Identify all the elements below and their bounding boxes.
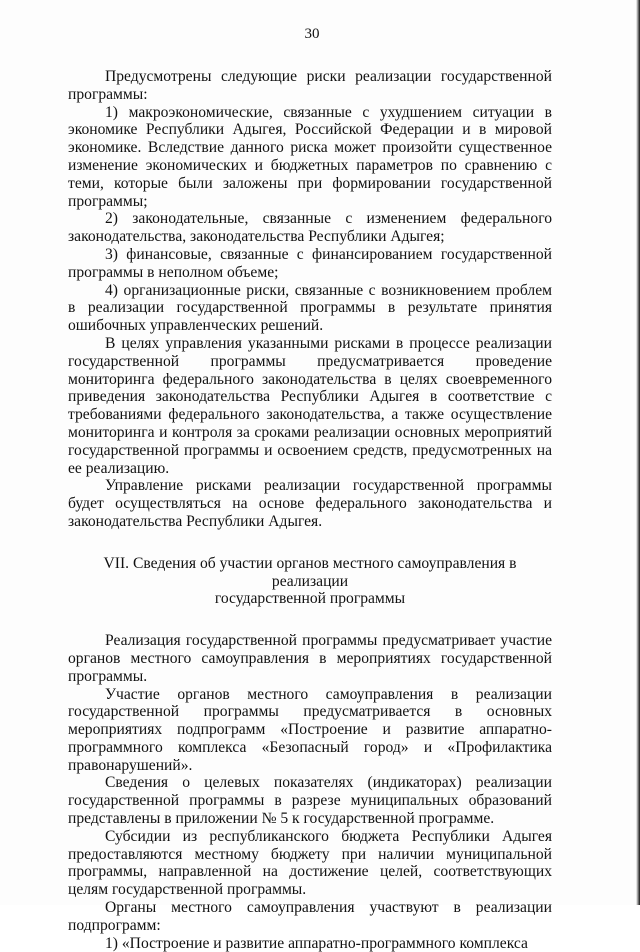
- paragraph: 2) законодательные, связанные с изменением федерального законодательства, законодательства Республики Адыгея;: [68, 210, 552, 246]
- section-heading: [68, 555, 552, 608]
- page-edge-shadow: [636, 0, 640, 905]
- paragraph: 3) финансовые, связанные с финансированием государственной программы в неполном объеме;: [68, 245, 552, 281]
- paragraph: Управление рисками реализации государственной программы будет осуществляться на основе федерального законодательства и законодательства Республики Адыгея.: [68, 477, 552, 530]
- paragraph: 4) организационные риски, связанные с возникновением проблем в реализации государственной программы в результате принятия ошибочных управленческих решений.: [68, 281, 552, 335]
- section-heading-line: государственной программы: [214, 590, 406, 608]
- paragraph: 1) «Построение и развитие аппаратно-программного комплекса: [105, 934, 528, 952]
- paragraph: Органы местного самоуправления участвуют в реализации подпрограмм:: [68, 899, 552, 934]
- paragraph: Субсидии из республиканского бюджета Республики Адыгея предоставляются местному бюджету при наличии муниципальной программы, направленной на достижение целей, соответствующих целям государственной программы.: [68, 827, 552, 899]
- paragraph: Реализация государственной программы предусматривает участие органов местного самоуправления в мероприятиях государственной программы.: [68, 632, 552, 685]
- paragraph: Сведения о целевых показателях (индикаторах) реализации государственной программы в разрезе муниципальных образований представлены в приложении № 5 к государственной программе.: [68, 774, 552, 828]
- page-number: 30: [304, 26, 320, 42]
- paragraph: Участие органов местного самоуправления в реализации государственной программы предусматривается в основных мероприятиях подпрограмм «Построение и развитие аппаратно-программного комплекса «Безопасный город» и «Профилактика правонарушений».: [68, 685, 552, 774]
- paragraph: Предусмотрены следующие риски реализации государственной программы:: [68, 68, 552, 103]
- document-body: [68, 68, 552, 952]
- section-heading-line: VII. Сведения об участии органов местного самоуправления в реализации: [103, 554, 517, 590]
- paragraph: В целях управления указанными рисками в процессе реализации государственной программы предусматривается проведение мониторинга федерального законодательства в целях своевременного приведения законодательства Республики Адыгея в соответствие с требованиями федерального законодательства, а также осуществление мониторинга и контроля за сроками реализации основных мероприятий государственной программы и освоением средств, предусмотренных на ее реализацию.: [68, 334, 552, 477]
- paragraph: 1) макроэкономические, связанные с ухудшением ситуации в экономике Республики Адыгея, Российской Федерации и в мировой экономике. Вследствие данного риска может произойти существенное изменение экономических и бюджетных параметров по сравнению с теми, которые были заложены при формировании государственной программы;: [68, 103, 552, 210]
